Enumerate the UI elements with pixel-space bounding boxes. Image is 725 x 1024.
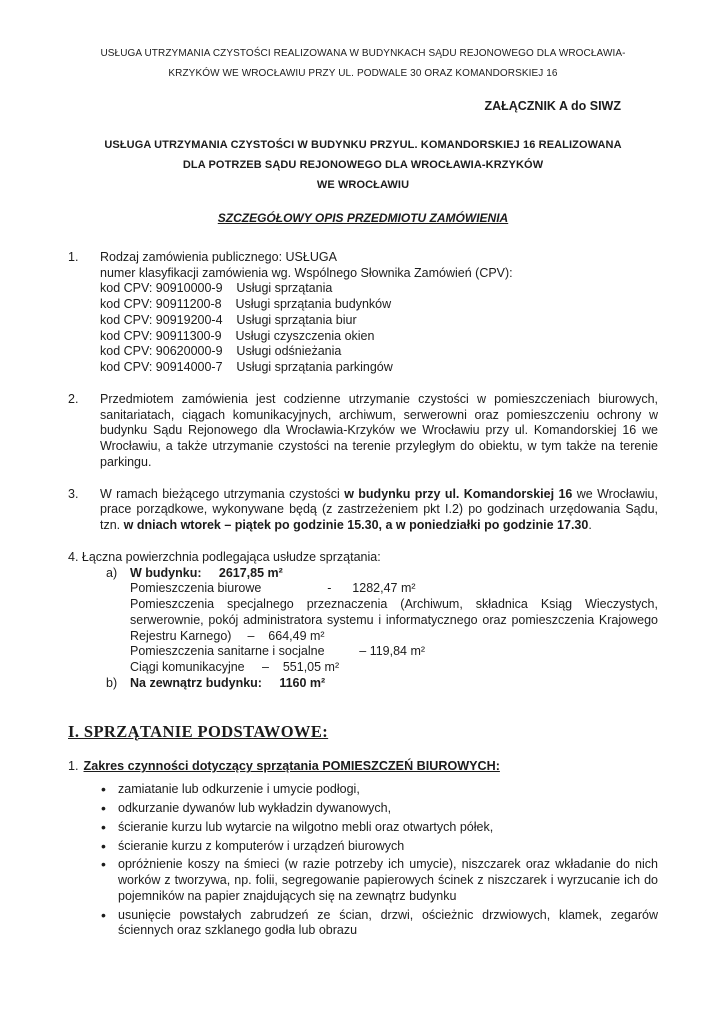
title-line-2: DLA POTRZEB SĄDU REJONOWEGO DLA WROCŁAWIA-KRZYKÓW bbox=[182, 159, 544, 172]
item-3-bold-hours: w dniach wtorek – piątek po godzinie 15.30, a w poniedziałki po godzinie 17.30 bbox=[123, 518, 589, 533]
item-1-line-2: numer klasyfikacji zamówienia wg. Wspólnego Słownika Zamówień (CPV): bbox=[100, 265, 513, 280]
area-sanitarne: Pomieszczenia sanitarne i socjalne – 119,84 m² bbox=[130, 644, 426, 659]
item-1-line-1: Rodzaj zamówienia publicznego: USŁUGA bbox=[100, 249, 337, 264]
numbered-list bbox=[68, 250, 658, 692]
bullet-item: • ścieranie kurzu z komputerów i urządzeń biurowych bbox=[68, 839, 658, 855]
list-item-3 bbox=[68, 487, 658, 534]
document-title bbox=[68, 135, 658, 196]
item-4a-label: a) bbox=[106, 565, 118, 580]
section-1-heading: I. SPRZĄTANIE PODSTAWOWE: bbox=[68, 721, 329, 741]
area-ciagi: Ciągi komunikacyjne – 551,05 m² bbox=[130, 660, 340, 675]
bullet-item: • usunięcie powstałych zabrudzeń ze ścian, drzwi, ościeżnic drzwiowych, klamek, zegarów ściennych oraz szklanego godła lub obrazu bbox=[68, 908, 658, 940]
list-item-4 bbox=[68, 550, 658, 692]
cpv-code-row: kod CPV: 90911200-8 Usługi sprzątania budynków bbox=[100, 297, 392, 312]
item-4b-label: b) bbox=[106, 675, 118, 690]
cpv-code-row: kod CPV: 90910000-9 Usługi sprzątania bbox=[100, 281, 333, 296]
item-3-text bbox=[100, 487, 658, 534]
attachment-label: ZAŁĄCZNIK A do SIWZ bbox=[484, 99, 621, 113]
item-4b-title: Na zewnątrz budynku: 1160 m² bbox=[130, 675, 326, 690]
bullet-item: • opróżnienie koszy na śmieci (w razie potrzeby ich umycie), niszczarek oraz wkładanie do nich worków z tworzywa, np. folii, segregowanie papierowych ścinek z niszczarek i wyrzucanie ich do pojemników na papier znajdujących się na zewnątrz budynku bbox=[68, 857, 658, 904]
item-4b-row bbox=[68, 676, 658, 692]
area-specjalne-text: Pomieszczenia specjalnego przeznaczenia (Archiwum, składnica Ksiąg Wieczystych, serwerownie, pokój administratora systemu i informatycznego oraz pomieszczenia Krajowego Rejestru Karnego) bbox=[130, 597, 658, 643]
sub-heading-number: 1. bbox=[68, 759, 79, 774]
item-3-part-5: . bbox=[588, 518, 592, 533]
list-item-2 bbox=[68, 392, 658, 471]
item-3-part-1: W ramach bieżącego utrzymania czystości bbox=[100, 486, 345, 501]
cpv-code-row: kod CPV: 90914000-7 Usługi sprzątania parkingów bbox=[100, 360, 393, 375]
cpv-code-row: kod CPV: 90620000-9 Usługi odśnieżania bbox=[100, 344, 342, 359]
cpv-code-row: kod CPV: 90919200-4 Usługi sprzątania biur bbox=[100, 312, 357, 327]
header-line-1: USŁUGA UTRZYMANIA CZYSTOŚCI REALIZOWANA W BUDYNKACH SĄDU REJONOWEGO DLA WROCŁAWIA- bbox=[100, 48, 626, 59]
title-line-1: USŁUGA UTRZYMANIA CZYSTOŚCI W BUDYNKU PRZYUL. KOMANDORSKIEJ 16 REALIZOWANA bbox=[104, 138, 622, 151]
area-specjalne-value: – 664,49 m² bbox=[247, 628, 325, 643]
item-3-number: 3. bbox=[68, 486, 79, 501]
document-subtitle: SZCZEGÓŁOWY OPIS PRZEDMIOTU ZAMÓWIENIA bbox=[217, 210, 509, 225]
item-2-text: Przedmiotem zamówienia jest codzienne utrzymanie czystości w pomieszczeniach biurowych, sanitariatach, ciągach komunikacyjnych, archiwum, serwerowni oraz pomieszczeniu ochrony w budynku Sądu Rejonowego dla Wrocławia-Krzyków we Wrocławiu przy ul. Komandorskiej 16 we Wrocławiu, a także utrzymanie czystości na terenie przyległym do obiektu, w tym także na terenie parkingu. bbox=[100, 391, 658, 469]
item-4a-row bbox=[68, 566, 658, 582]
bullet-item: • odkurzanie dywanów lub wykładzin dywanowych, bbox=[68, 801, 658, 817]
office-cleaning-bullet-list bbox=[68, 782, 658, 939]
cpv-code-row: kod CPV: 90911300-9 Usługi czyszczenia okien bbox=[100, 328, 375, 343]
item-3-bold-address: w budynku przy ul. Komandorskiej 16 bbox=[344, 486, 573, 501]
item-4-intro: 4. Łączna powierzchnia podlegająca usłudze sprzątania: bbox=[68, 549, 381, 564]
bullet-item: • ścieranie kurzu lub wytarcie na wilgotno mebli oraz otwartych półek, bbox=[68, 820, 658, 836]
bullet-item: • zamiatanie lub odkurzenie i umycie podłogi, bbox=[68, 782, 658, 798]
section-1-sub-heading bbox=[68, 759, 658, 775]
item-2-number: 2. bbox=[68, 391, 79, 406]
item-4a-title: W budynku: 2617,85 m² bbox=[130, 565, 283, 580]
area-specjalne bbox=[130, 597, 658, 644]
document-header bbox=[68, 44, 658, 83]
header-line-2: KRZYKÓW WE WROCŁAWIU PRZY UL. PODWALE 30 ORAZ KOMANDORSKIEJ 16 bbox=[168, 67, 558, 79]
sub-heading-title: Zakres czynności dotyczący sprzątania POMIESZCZEŃ BIUROWYCH: bbox=[83, 759, 500, 774]
item-1-body bbox=[100, 250, 658, 376]
item-3-part-3: we Wrocławiu, prace porządkowe, wykonywane będą (z zastrzeżeniem pkt I.2) po godzinach urzędowania Sądu, tzn. bbox=[100, 486, 658, 533]
area-biurowe: Pomieszczenia biurowe - 1282,47 m² bbox=[130, 581, 416, 596]
list-item-1 bbox=[68, 250, 658, 376]
title-line-3: WE WROCŁAWIU bbox=[316, 179, 410, 192]
item-1-number: 1. bbox=[68, 249, 79, 264]
